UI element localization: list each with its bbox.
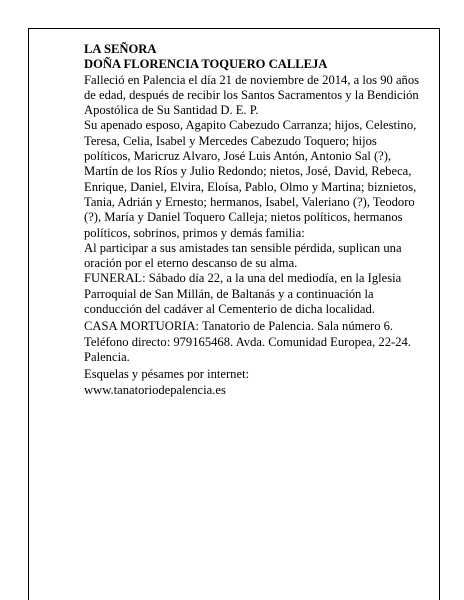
internet-url[interactable]: www.tanatoriodepalencia.es: [84, 382, 226, 397]
prayer-paragraph: Al participar a sus amistades tan sensible pérdida, suplican una oración por el eterno descanso de su alma.: [84, 240, 402, 271]
title-line-1: LA SEÑORA: [84, 42, 157, 56]
mortuary-paragraph: CASA MORTUORIA: Tanatorio de Palencia. Sala número 6. Teléfono directo: 979165468. Avda. Comunidad Europea, 22-24. Palencia.: [84, 319, 411, 364]
internet-label: Esquelas y pésames por internet:: [84, 367, 250, 382]
family-paragraph: Su apenado esposo, Agapito Cabezudo Carranza; hijos, Celestino, Teresa, Celia, Isabel y Mercedes Cabezudo Toquero; hijos políticos, Maricruz Alvaro, José Luis Antón, Antonio Sal (?), Martín de los Ríos y Julio Redondo; nietos, José, David, Rebeca, Enrique, Daniel, Elvira, Eloísa, Pablo, Olmo y Martina; biznietos, Tania, Adrián y Ernesto; hermanos, Isabel, Valeriano (?), Teodoro (?), María y Daniel Toquero Calleja; nietos políticos, hermanos políticos, sobrinos, primos y demás familia:: [84, 118, 417, 240]
obituary-text: [84, 42, 426, 398]
death-paragraph: Falleció en Palencia el día 21 de noviembre de 2014, a los 90 años de edad, después de recibir los Santos Sacramentos y la Bendición Apostólica de Su Santidad D. E. P.: [84, 72, 420, 118]
funeral-paragraph: FUNERAL: Sábado día 22, a la una del mediodía, en la Iglesia Parroquial de San Millán, de Baltanás y a continuación la conducción del cadáver al Cementerio de dicha localidad.: [84, 271, 402, 317]
title-line-2: DOÑA FLORENCIA TOQUERO CALLEJA: [84, 57, 328, 72]
